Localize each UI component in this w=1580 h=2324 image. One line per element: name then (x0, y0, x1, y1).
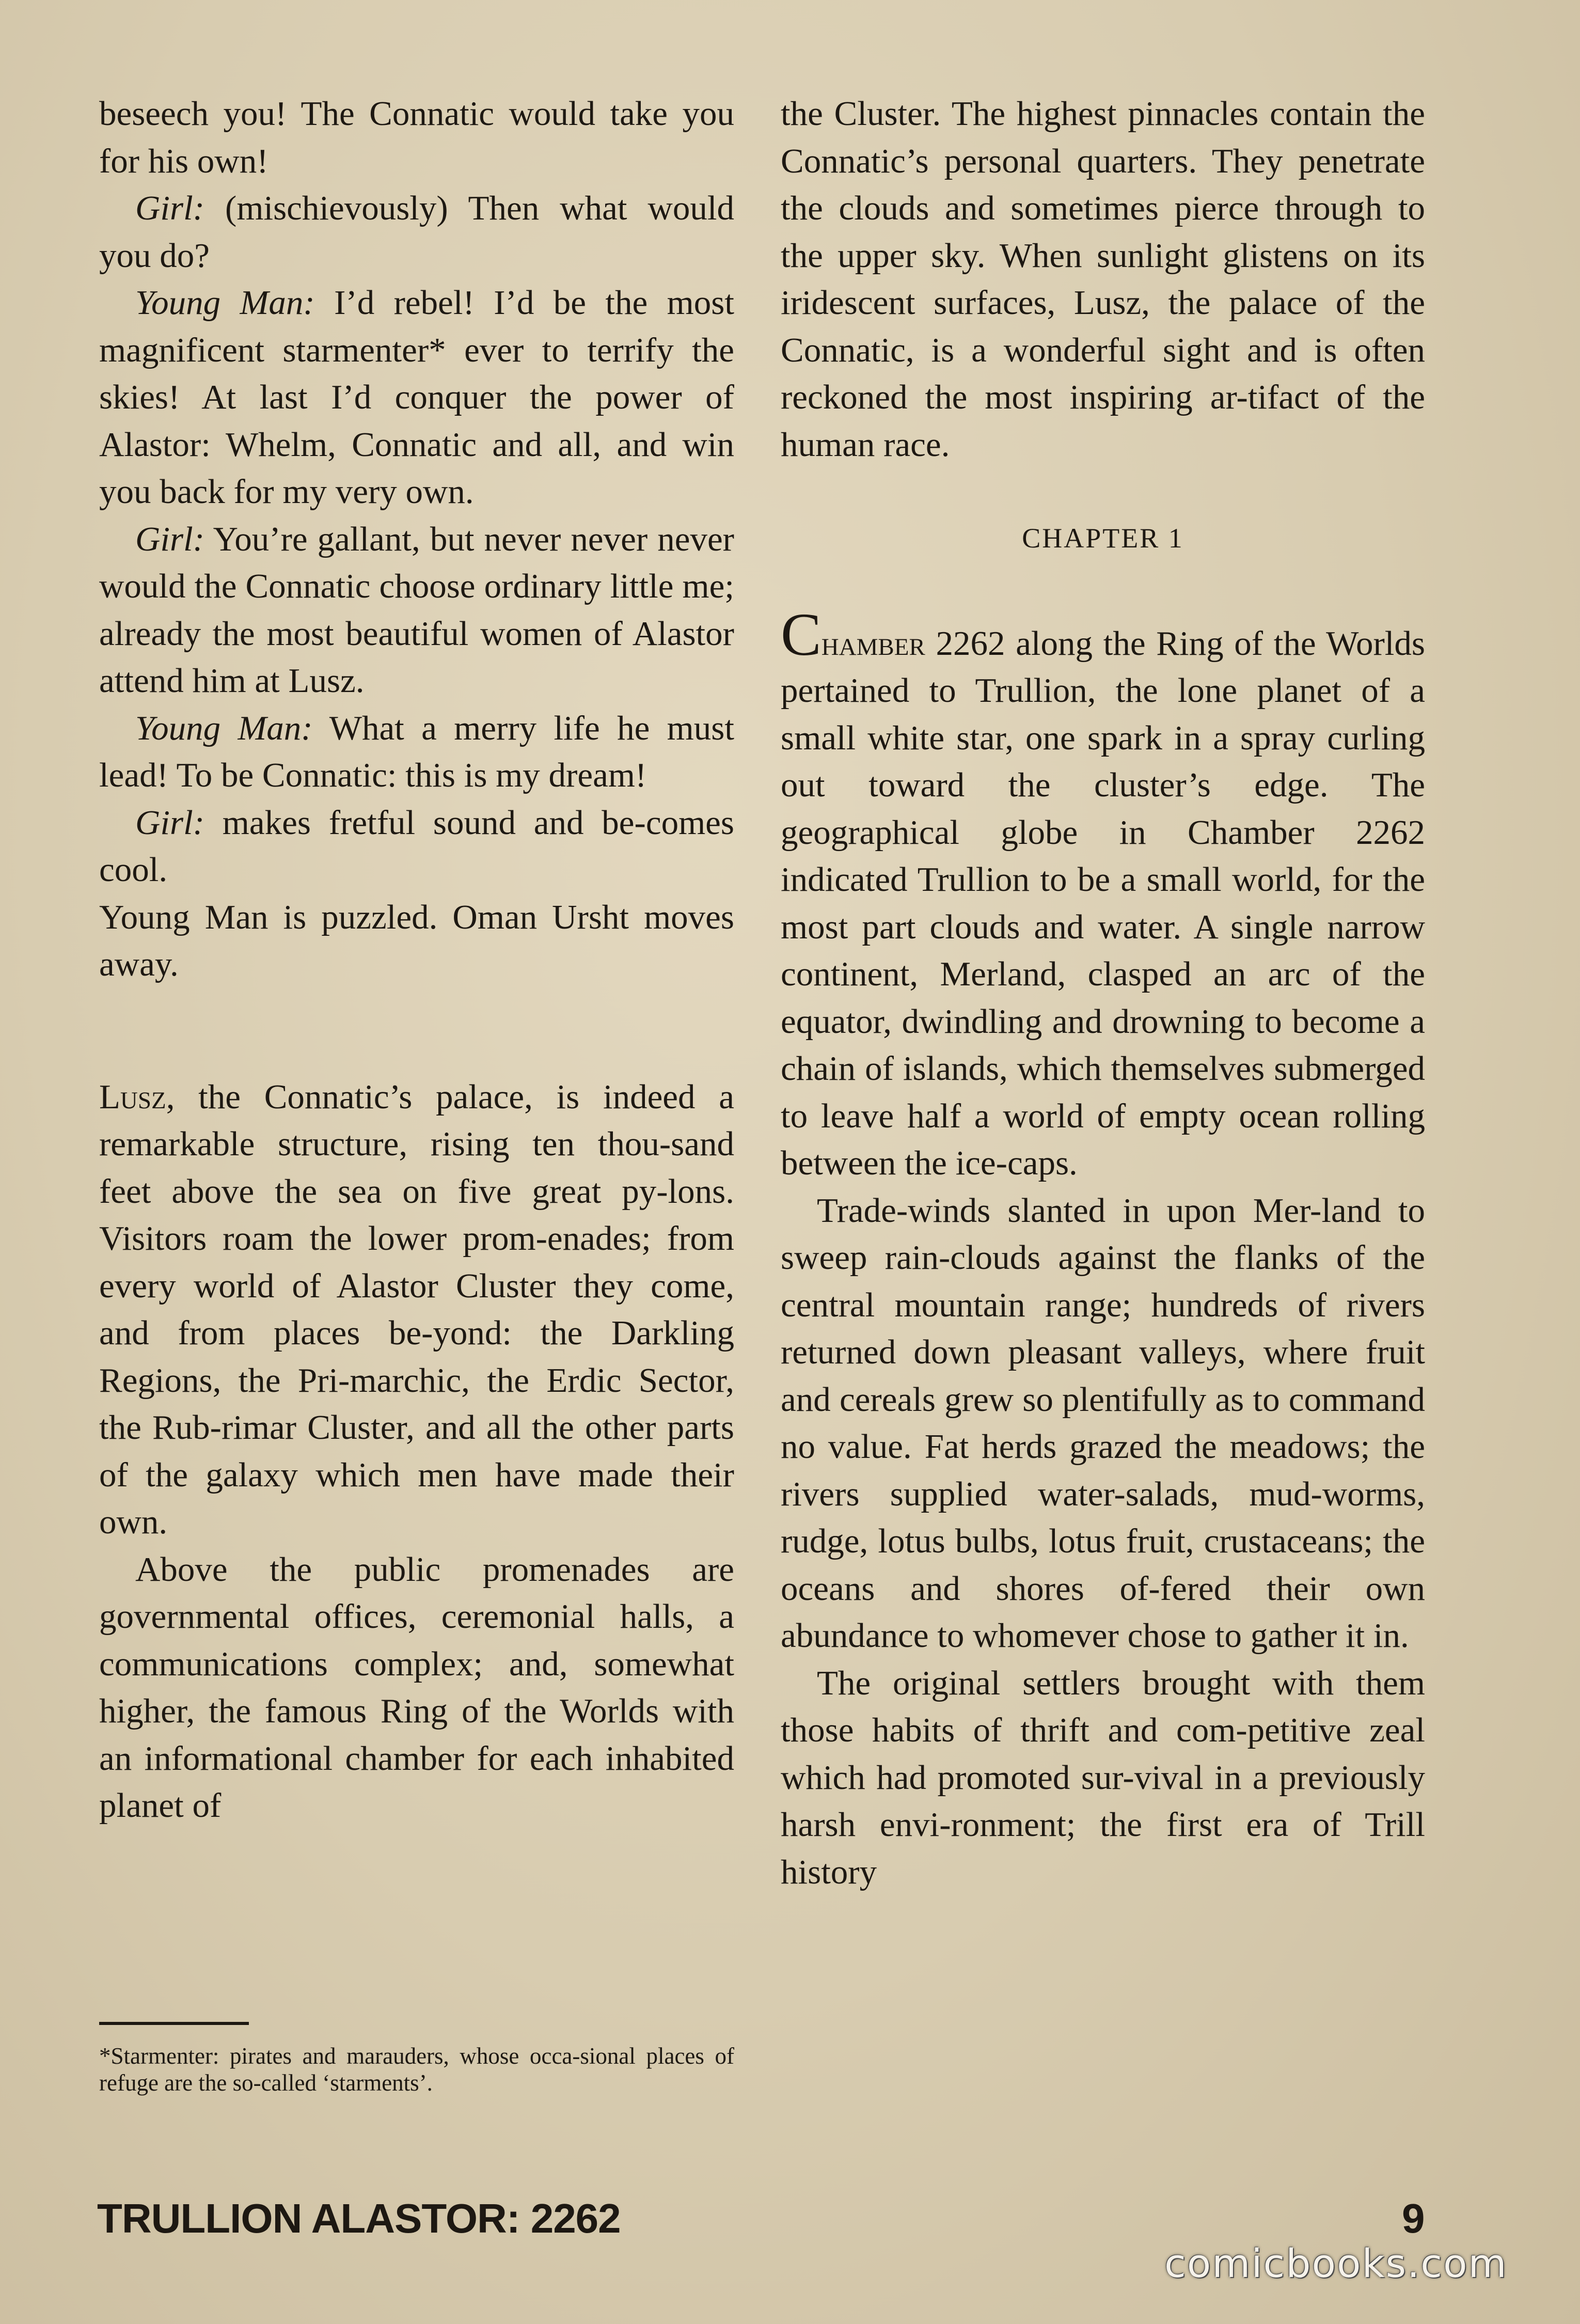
dialogue-paragraph (99, 185, 734, 279)
drop-cap: C (781, 600, 821, 668)
dialogue-text: You’re gallant, but never never never would the Connatic choose ordinary little me; already the most beautiful women of Alastor attend him at Lusz. (99, 520, 734, 700)
dialogue-paragraph (99, 705, 734, 799)
chapter-heading: CHAPTER 1 (1022, 523, 1184, 554)
paragraph: The original settlers brought with them those habits of thrift and com-petitive zeal which had promoted sur-vival in a previously harsh envi-ronment; the first era of Trill history (781, 1663, 1425, 1891)
paragraph: Above the public promenades are governmental offices, ceremonial halls, a communications complex; and, somewhat higher, the famous Ring of the Worlds with an informational chamber for each inhabited planet of (99, 1550, 734, 1825)
paragraph (99, 1074, 734, 1546)
paragraph: the Cluster. The highest pinnacles contain the Connatic’s personal quarters. They penetrate the clouds and sometimes pierce through to the upper sky. When sunlight glistens on its iridescent surfaces, Lusz, the palace of the Connatic, is a wonderful sight and is often reckoned the most inspiring ar-tifact of the human race. (781, 95, 1425, 464)
speaker-label: Girl: (135, 189, 204, 227)
speaker-label: Girl: (135, 803, 204, 842)
dialogue-paragraph (99, 799, 734, 894)
page-number: 9 (1402, 2195, 1425, 2241)
paragraph-text: , the Connatic’s palace, is indeed a remarkable structure, rising ten thou-sand feet above the sea on five great py-lons. Visitors roam the lower prom-enades; from every world of Alastor Cluster they come, and from places be-yond: the Darkling Regions, the Pri-marchic, the Erdic Sector, the Rub-rimar Cluster, and all the other parts of the galaxy which men have made their own. (99, 1077, 734, 1541)
dialogue-text: What a merry life he must lead! To be Connatic: this is my dream! (99, 709, 734, 794)
small-caps-lead: hamber (821, 624, 925, 663)
speaker-label: Girl: (135, 520, 204, 558)
speaker-label: Young Man: (135, 709, 313, 747)
footnote: *Starmenter: pirates and marauders, whose occa-sional places of refuge are the so-called ‘starments’. (99, 2043, 734, 2096)
chapter-opening-paragraph (781, 600, 1425, 1187)
running-title: TRULLION ALASTOR: 2262 (97, 2195, 621, 2241)
dialogue-text: (mischievously) Then what would you do? (99, 189, 734, 275)
speaker-label: Young Man: (135, 284, 315, 322)
paragraph-text: 2262 along the Ring of the Worlds pertained to Trullion, the lone planet of a small white star, one spark in a spray curling out toward the cluster’s edge. The geographical globe in Chamber 2262 indicated Trullion to be a small world, for the most part clouds and water. A single narrow continent, Merland, clasped an arc of the equator, dwindling and drowning to become a chain of islands, which themselves submerged to leave half a world of empty ocean rolling between the ice-caps. (781, 624, 1425, 1182)
paragraph: beseech you! The Connatic would take you for his own! (99, 95, 734, 180)
lead-word: Lusz (99, 1077, 166, 1116)
paragraph: Trade-winds slanted in upon Mer-land to sweep rain-clouds against the flanks of the central mountain range; hundreds of rivers returned down pleasant valleys, where fruit and cereals grew so plentifully as to command no value. Fat herds grazed the meadows; the rivers supplied water-salads, mud-worms, rudge, lotus bulbs, lotus fruit, crustaceans; the oceans and shores of-fered their own abundance to whomever chose to gather it in. (781, 1191, 1425, 1655)
left-column (99, 90, 734, 1830)
dialogue-paragraph (99, 516, 734, 705)
watermark: comicbooks.com (1164, 2240, 1508, 2286)
dialogue-text: I’d rebel! I’d be the most magnificent starmenter* ever to terrify the skies! At last I’d conquer the power of Alastor: Whelm, Connatic and all, and win you back for my very own. (99, 284, 734, 511)
dialogue-paragraph (99, 279, 734, 516)
stage-direction: Young Man is puzzled. Oman Ursht moves away. (99, 898, 734, 983)
dialogue-text: makes fretful sound and be-comes cool. (99, 803, 734, 889)
footnote-divider (99, 2022, 249, 2025)
right-column (781, 90, 1425, 1896)
